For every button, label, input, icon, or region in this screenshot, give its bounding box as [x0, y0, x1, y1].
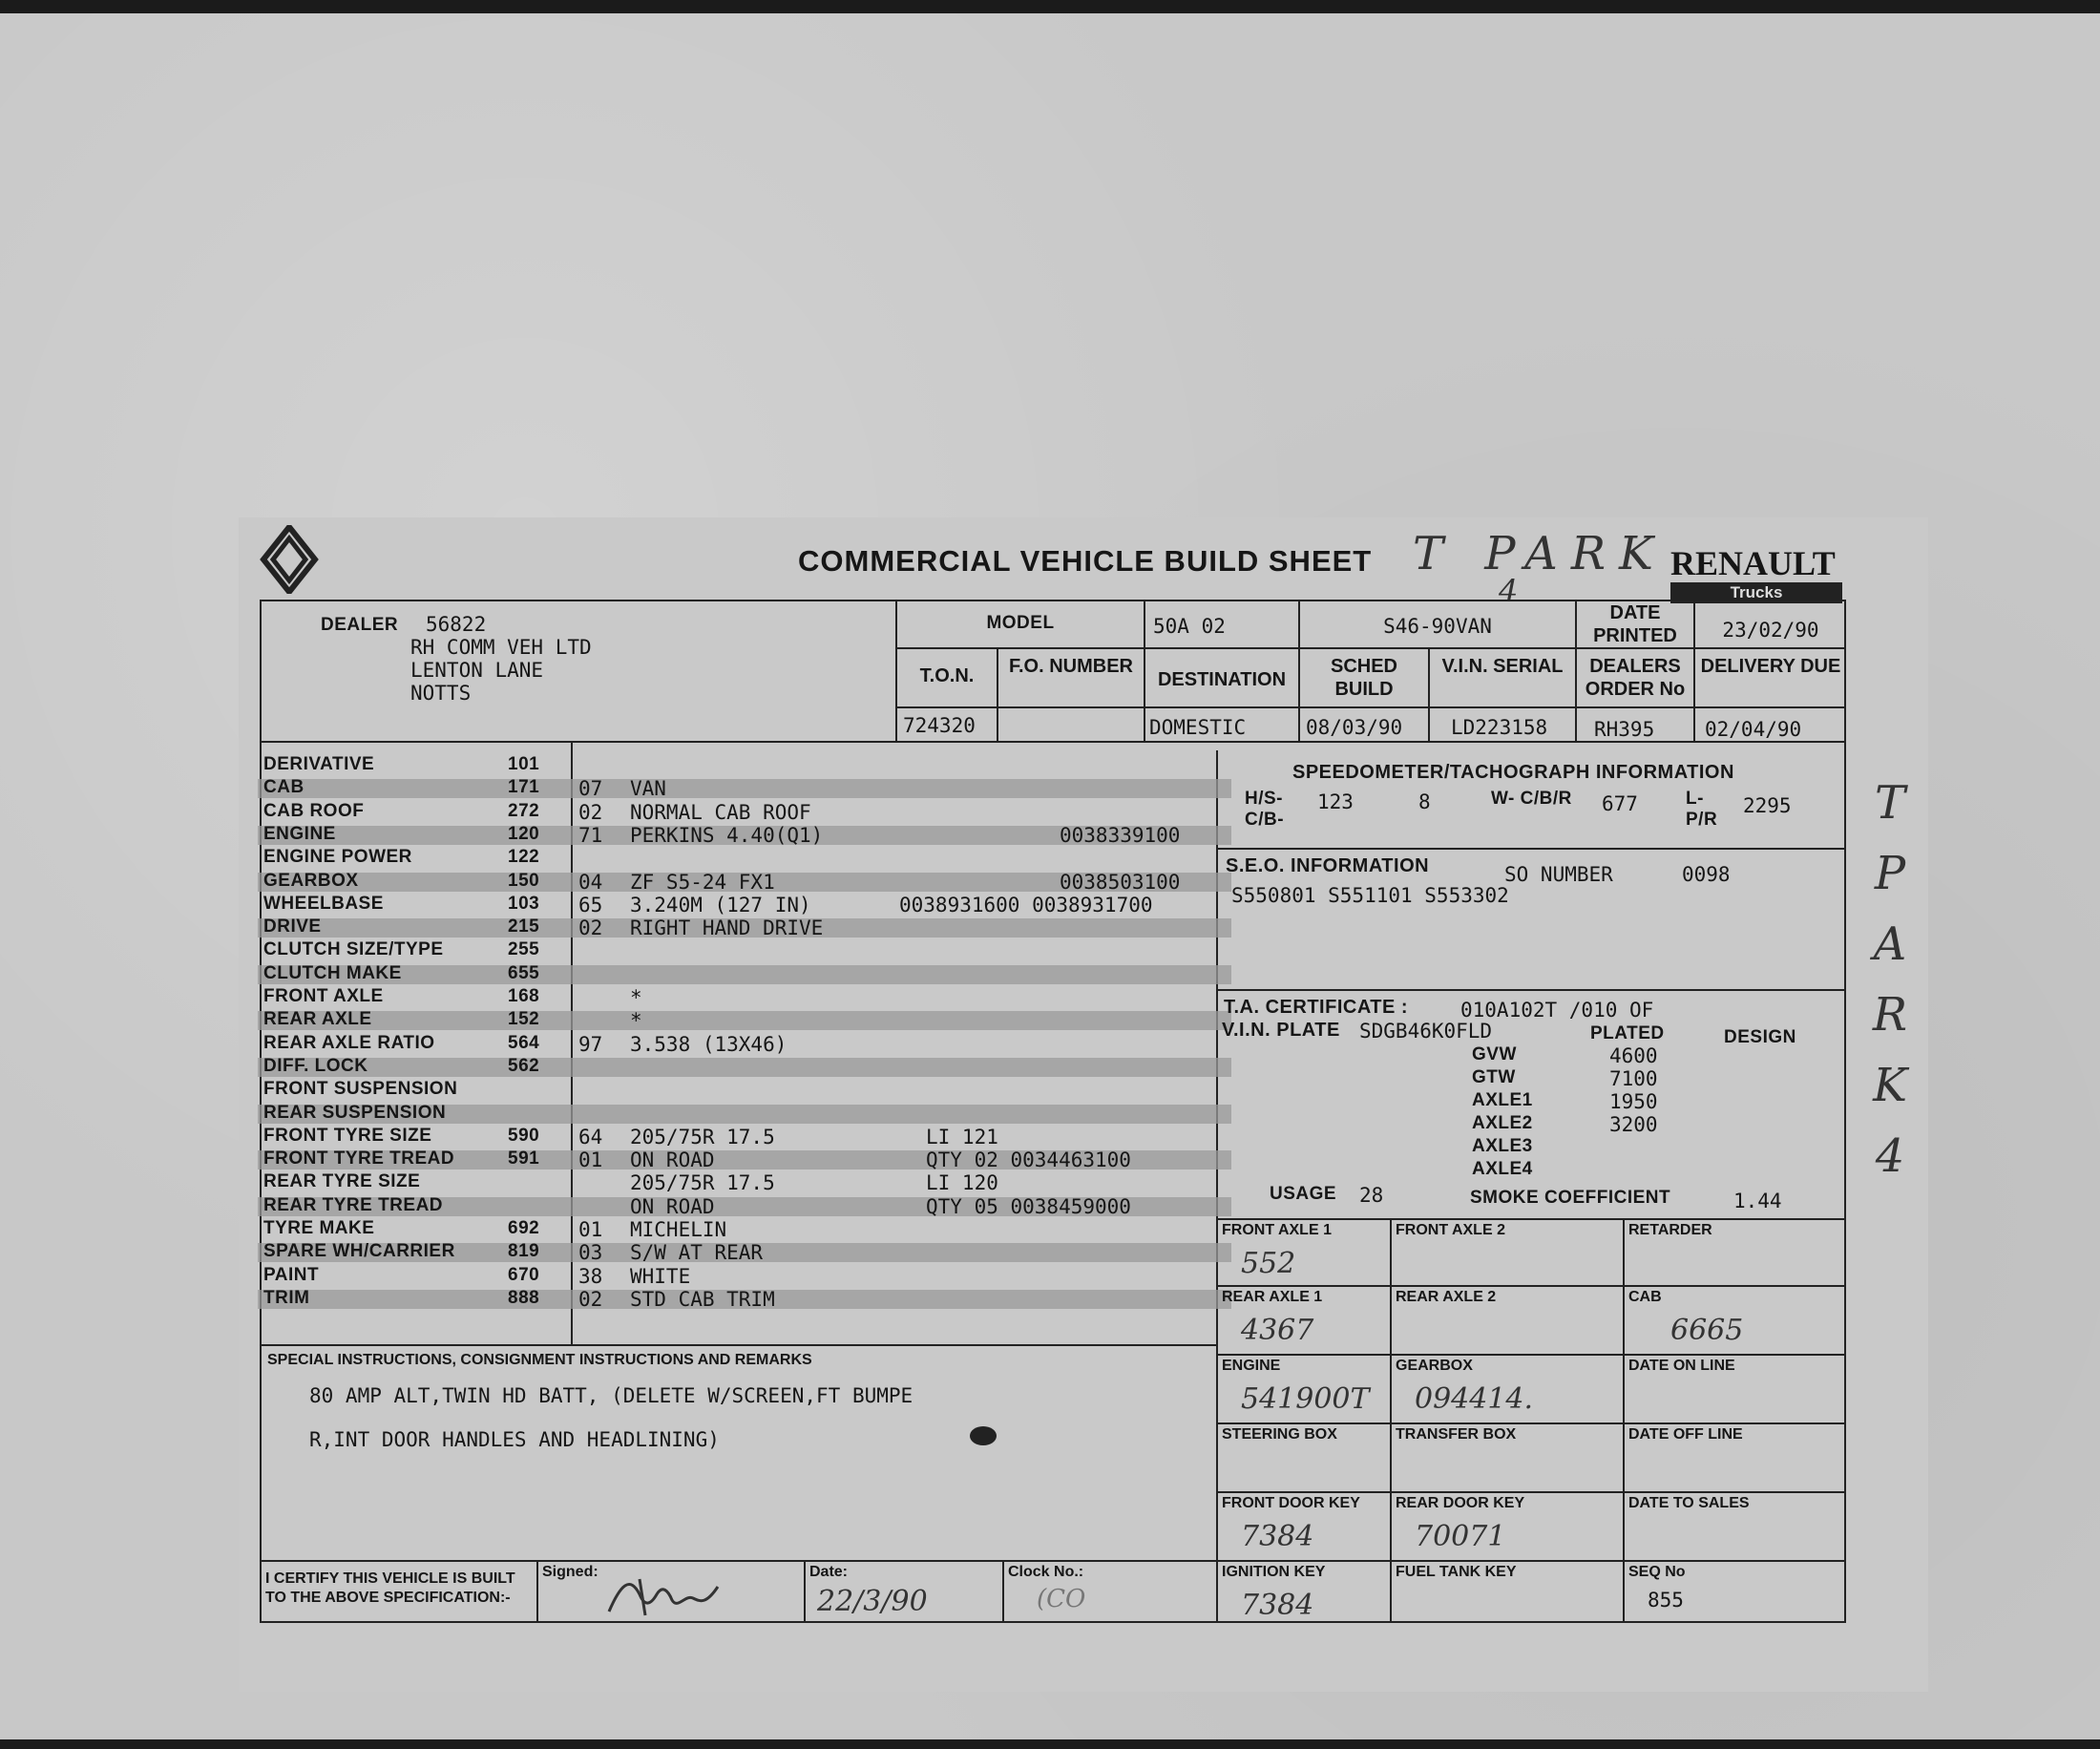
front-axle-1-label: FRONT AXLE 1: [1222, 1222, 1332, 1238]
spec-description: ZF S5-24 FX1: [630, 871, 775, 894]
dealers-order-value: RH395: [1594, 718, 1655, 741]
ton-value: 724320: [903, 714, 976, 737]
spec-option: 01: [578, 1218, 603, 1241]
handwritten-note-sub: 4: [1499, 573, 1519, 609]
spec-code: 120: [508, 824, 540, 844]
gearbox-value: 094414.: [1415, 1382, 1534, 1416]
spec-label: REAR AXLE RATIO: [263, 1033, 435, 1053]
spec-part-number: 0038931600 0038931700: [899, 894, 1153, 917]
vin-serial-value: LD223158: [1451, 716, 1548, 739]
row-shade: [258, 1058, 1231, 1077]
spec-description: VAN: [630, 777, 666, 800]
spec-code: 152: [508, 1009, 540, 1029]
spec-label: FRONT SUSPENSION: [263, 1079, 458, 1099]
spec-code: 888: [508, 1288, 540, 1308]
spec-label: DRIVE: [263, 917, 322, 937]
weight-label: AXLE1: [1472, 1090, 1533, 1110]
handwritten-side-letter: K: [1873, 1059, 1907, 1112]
spec-description: MICHELIN: [630, 1218, 727, 1241]
spec-option: 03: [578, 1241, 603, 1264]
weight-value: 4600: [1609, 1044, 1658, 1067]
spec-label: ENGINE POWER: [263, 847, 412, 867]
spec-label: TYRE MAKE: [263, 1218, 375, 1238]
spec-label: ENGINE: [263, 824, 336, 844]
date-on-line-label: DATE ON LINE: [1628, 1358, 1735, 1374]
w-label: W- C/B/R: [1491, 789, 1572, 809]
date-printed-label: DATE PRINTED: [1593, 602, 1677, 646]
spec-option: 04: [578, 871, 603, 894]
usage-value: 28: [1359, 1184, 1384, 1207]
spec-description: RIGHT HAND DRIVE: [630, 917, 824, 939]
spec-label: FRONT TYRE SIZE: [263, 1126, 432, 1146]
spec-option: 02: [578, 1288, 603, 1311]
spec-description: S/W AT REAR: [630, 1241, 764, 1264]
weight-label: AXLE3: [1472, 1136, 1533, 1156]
so-number-value: 0098: [1682, 863, 1731, 886]
spec-label: PAINT: [263, 1265, 320, 1285]
dealer-label: DEALER: [321, 615, 399, 635]
handwritten-side-note: [1861, 768, 1919, 1191]
row-shade: [258, 779, 1231, 798]
spec-label: SPARE WH/CARRIER: [263, 1241, 455, 1261]
gearbox-label: GEARBOX: [1396, 1358, 1473, 1374]
date-label: Date:: [809, 1564, 849, 1580]
cab-label: CAB: [1628, 1289, 1662, 1305]
ton-label: T.O.N.: [919, 665, 975, 686]
cab-value: 6665: [1670, 1314, 1744, 1347]
seq-no-value: 855: [1648, 1589, 1684, 1612]
l-label: L- P/R: [1686, 789, 1718, 830]
spec-part-number: QTY 05 0038459000: [926, 1195, 1131, 1218]
spec-label: CLUTCH MAKE: [263, 963, 402, 983]
spec-option: 97: [578, 1033, 603, 1056]
engine-value: 541900T: [1241, 1382, 1370, 1416]
spec-description: STD CAB TRIM: [630, 1288, 775, 1311]
rear-axle-1-label: REAR AXLE 1: [1222, 1289, 1323, 1305]
w-value: 677: [1602, 792, 1638, 815]
model-code: 50A 02: [1153, 615, 1226, 638]
vin-serial-label: V.I.N. SERIAL: [1441, 656, 1564, 677]
ignition-key-value: 7384: [1241, 1589, 1314, 1622]
spec-code: 255: [508, 939, 540, 959]
certify-text: I CERTIFY THIS VEHICLE IS BUILT TO THE ABOVE SPECIFICATION:-: [265, 1570, 515, 1606]
spec-code: 590: [508, 1126, 540, 1146]
spec-label: DIFF. LOCK: [263, 1056, 368, 1076]
spec-option: 02: [578, 801, 603, 824]
ta-certificate-value: 010A102T /010 OF: [1460, 999, 1654, 1022]
spec-code: 591: [508, 1148, 540, 1169]
dealer-line-2: LENTON LANE: [410, 659, 544, 682]
build-sheet: [239, 517, 1928, 1692]
retarder-label: RETARDER: [1628, 1222, 1712, 1238]
smoke-coefficient-value: 1.44: [1733, 1190, 1782, 1212]
front-axle-1-value: 552: [1241, 1247, 1296, 1280]
seo-codes: S550801 S551101 S553302: [1231, 884, 1509, 907]
vin-plate-value: SDGB46K0FLD: [1359, 1020, 1493, 1043]
renault-trucks-logo: RENAULT Trucks: [1670, 546, 1842, 603]
spec-option: 07: [578, 777, 603, 800]
vin-plate-label: V.I.N. PLATE: [1222, 1020, 1340, 1041]
spec-option: 65: [578, 894, 603, 917]
rear-axle-1-value: 4367: [1241, 1314, 1314, 1347]
renault-diamond-logo: [260, 525, 319, 594]
spec-description: WHITE: [630, 1265, 691, 1288]
l-value: 2295: [1743, 794, 1792, 817]
front-door-key-value: 7384: [1241, 1520, 1314, 1553]
date-off-line-label: DATE OFF LINE: [1628, 1426, 1743, 1443]
ta-certificate-label: T.A. CERTIFICATE :: [1224, 997, 1409, 1018]
spec-code: 670: [508, 1265, 540, 1285]
spec-label: CLUTCH SIZE/TYPE: [263, 939, 444, 959]
date-printed: 23/02/90: [1722, 619, 1819, 642]
hs-extra: 8: [1418, 790, 1431, 813]
rear-door-key-label: REAR DOOR KEY: [1396, 1495, 1525, 1511]
instructions-title: SPECIAL INSTRUCTIONS, CONSIGNMENT INSTRUCTIONS AND REMARKS: [267, 1352, 812, 1368]
usage-label: USAGE: [1270, 1184, 1337, 1204]
instructions-line-1: 80 AMP ALT,TWIN HD BATT, (DELETE W/SCREEN,FT BUMPE: [309, 1384, 914, 1407]
handwritten-side-letter: T: [1874, 776, 1905, 830]
weight-value: 3200: [1609, 1113, 1658, 1136]
spec-part-number: QTY 02 0034463100: [926, 1148, 1131, 1171]
spec-label: FRONT TYRE TREAD: [263, 1148, 455, 1169]
ink-blot: [970, 1426, 997, 1445]
spec-description: 205/75R 17.5: [630, 1126, 775, 1148]
hs-value: 123: [1317, 790, 1354, 813]
spec-label: REAR TYRE SIZE: [263, 1171, 421, 1191]
sched-build-label: SCHED BUILD: [1330, 656, 1397, 700]
spec-label: GEARBOX: [263, 871, 359, 891]
spec-label: REAR TYRE TREAD: [263, 1195, 444, 1215]
weight-value: 7100: [1609, 1067, 1658, 1090]
weight-label: GTW: [1472, 1067, 1516, 1087]
spec-code: 655: [508, 963, 540, 983]
spec-option: 71: [578, 824, 603, 847]
spec-description: ON ROAD: [630, 1148, 715, 1171]
weight-label: AXLE2: [1472, 1113, 1533, 1133]
spec-description: ON ROAD: [630, 1195, 715, 1218]
signed-label: Signed:: [542, 1564, 598, 1580]
spec-label: CAB: [263, 777, 304, 797]
hs-label: H/S- C/B-: [1245, 789, 1285, 830]
handwritten-side-letter: A: [1873, 917, 1907, 971]
spec-label: DERIVATIVE: [263, 754, 375, 774]
spec-description: 3.538 (13X46): [630, 1033, 788, 1056]
dealers-order-label: DEALERS ORDER No: [1585, 656, 1686, 700]
row-shade: [258, 965, 1231, 984]
spec-option: 64: [578, 1126, 603, 1148]
seq-no-label: SEQ No: [1628, 1564, 1686, 1580]
spec-label: WHEELBASE: [263, 894, 384, 914]
weight-value: 1950: [1609, 1090, 1658, 1113]
spec-label: CAB ROOF: [263, 801, 365, 821]
model-label: MODEL: [986, 613, 1055, 633]
fo-number-label: F.O. NUMBER: [1009, 656, 1133, 677]
spec-label: REAR SUSPENSION: [263, 1103, 447, 1123]
ignition-key-label: IGNITION KEY: [1222, 1564, 1326, 1580]
spec-code: 168: [508, 986, 540, 1006]
spec-code: 562: [508, 1056, 540, 1076]
spec-description: *: [630, 1009, 642, 1032]
front-door-key-label: FRONT DOOR KEY: [1222, 1495, 1360, 1511]
destination-label: DESTINATION: [1157, 669, 1287, 690]
spec-code: 819: [508, 1241, 540, 1261]
delivery-due-value: 02/04/90: [1705, 718, 1802, 741]
dealer-line-3: NOTTS: [410, 682, 472, 705]
destination-value: DOMESTIC: [1149, 716, 1247, 739]
engine-label: ENGINE: [1222, 1358, 1281, 1374]
spec-option: 38: [578, 1265, 603, 1288]
spec-description: *: [630, 986, 642, 1009]
clock-no-label: Clock No.:: [1008, 1564, 1084, 1580]
clock-no-value: (CO: [1037, 1585, 1086, 1613]
spec-code: 272: [508, 801, 540, 821]
design-label: DESIGN: [1724, 1027, 1796, 1047]
weight-label: GVW: [1472, 1044, 1517, 1064]
steering-box-label: STEERING BOX: [1222, 1426, 1337, 1443]
spec-option: 01: [578, 1148, 603, 1171]
front-axle-2-label: FRONT AXLE 2: [1396, 1222, 1505, 1238]
sched-build-value: 08/03/90: [1306, 716, 1403, 739]
speedo-title: SPEEDOMETER/TACHOGRAPH INFORMATION: [1292, 762, 1734, 783]
spec-part-number: 0038503100: [1060, 871, 1181, 894]
plated-label: PLATED: [1590, 1023, 1665, 1043]
so-number-label: SO NUMBER: [1504, 863, 1613, 886]
spec-description: 205/75R 17.5: [630, 1171, 775, 1194]
rear-door-key-value: 70071: [1415, 1520, 1506, 1553]
spec-label: TRIM: [263, 1288, 310, 1308]
date-to-sales-label: DATE TO SALES: [1628, 1495, 1750, 1511]
instructions-line-2: R,INT DOOR HANDLES AND HEADLINING): [309, 1428, 720, 1451]
spec-code: 122: [508, 847, 540, 867]
handwritten-side-letter: R: [1872, 988, 1908, 1042]
spec-code: 692: [508, 1218, 540, 1238]
spec-description: NORMAL CAB ROOF: [630, 801, 811, 824]
spec-description: PERKINS 4.40(Q1): [630, 824, 824, 847]
signature: [601, 1566, 725, 1619]
transfer-box-label: TRANSFER BOX: [1396, 1426, 1517, 1443]
rear-axle-2-label: REAR AXLE 2: [1396, 1289, 1497, 1305]
handwritten-note: T PARK: [1413, 527, 1667, 580]
spec-label: REAR AXLE: [263, 1009, 372, 1029]
spec-code: 150: [508, 871, 540, 891]
spec-description: 3.240M (127 IN): [630, 894, 811, 917]
spec-code: 101: [508, 754, 540, 774]
spec-code: 564: [508, 1033, 540, 1053]
date-value: 22/3/90: [817, 1585, 928, 1618]
delivery-due-label: DELIVERY DUE: [1700, 656, 1841, 677]
spec-option: 02: [578, 917, 603, 939]
spec-code: 103: [508, 894, 540, 914]
spec-code: 171: [508, 777, 540, 797]
dealer-code: 56822: [426, 613, 487, 636]
spec-part-number: 0038339100: [1060, 824, 1181, 847]
smoke-coefficient-label: SMOKE COEFFICIENT: [1470, 1188, 1671, 1208]
seo-title: S.E.O. INFORMATION: [1226, 855, 1430, 876]
model-description: S46-90VAN: [1383, 615, 1492, 638]
row-shade: [258, 1011, 1231, 1030]
handwritten-side-letter: P: [1874, 847, 1906, 900]
spec-part-number: LI 120: [926, 1171, 998, 1194]
dealer-line-1: RH COMM VEH LTD: [410, 636, 592, 659]
spec-part-number: LI 121: [926, 1126, 998, 1148]
spec-code: 215: [508, 917, 540, 937]
handwritten-side-letter: 4: [1875, 1129, 1905, 1183]
spec-label: FRONT AXLE: [263, 986, 384, 1006]
page-title: COMMERCIAL VEHICLE BUILD SHEET: [798, 544, 1373, 578]
weight-label: AXLE4: [1472, 1159, 1533, 1179]
fuel-tank-key-label: FUEL TANK KEY: [1396, 1564, 1517, 1580]
